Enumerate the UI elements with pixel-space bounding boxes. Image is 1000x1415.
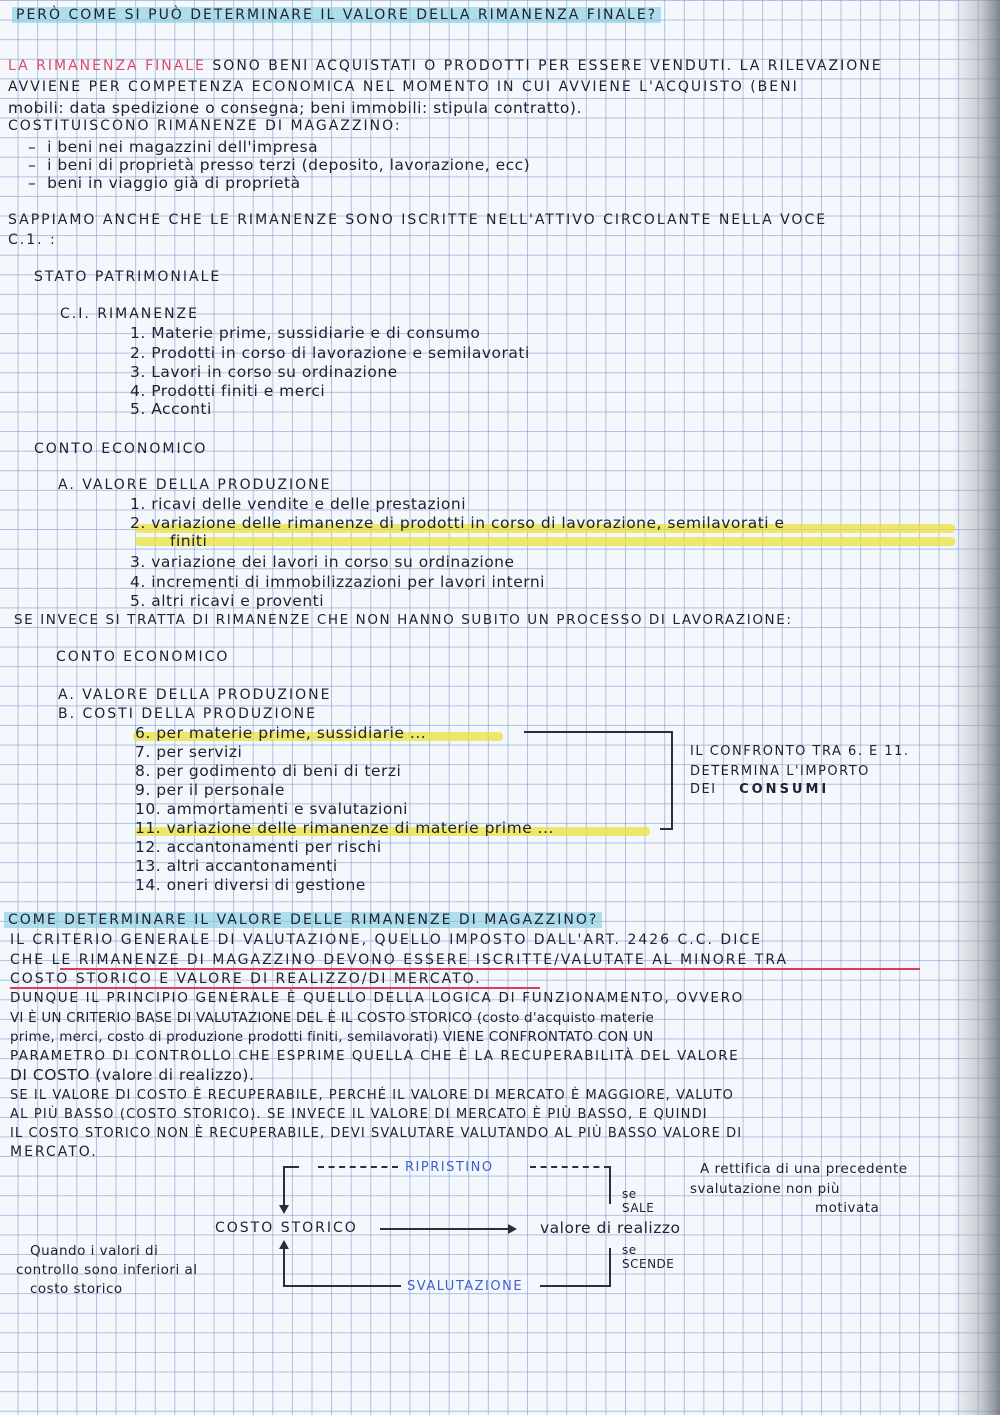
conto2-a: A. VALORE DELLA PRODUZIONE [58, 687, 332, 703]
intro-line-3: mobili: data spedizione o consegna; beni immobili: stipula contratto). [8, 99, 582, 117]
conto1-a: A. VALORE DELLA PRODUZIONE [58, 477, 332, 493]
consumi-note-3a: DEI [690, 782, 717, 797]
conto2-item-11: 11. variazione delle rimanenze di materie prime ... [135, 819, 554, 837]
stato-title: STATO PATRIMONIALE [34, 269, 222, 285]
intro-line-4: COSTITUISCONO RIMANENZE DI MAGAZZINO: [8, 118, 402, 134]
bullet-1: – i beni nei magazzini dell'impresa [28, 138, 319, 156]
stato-item-3: 3. Lavori in corso su ordinazione [130, 363, 398, 381]
diagram-right-top-line [609, 1166, 611, 1204]
conto2-item-14: 14. oneri diversi di gestione [135, 876, 366, 894]
intro-term: LA RIMANENZA FINALE [8, 58, 206, 74]
diagram-bottom-right-line [540, 1285, 610, 1287]
conto1-item-4: 4. incrementi di immobilizzazioni per lavori interni [130, 573, 545, 591]
page-title-text: PERÒ COME SI PUÒ DETERMINARE IL VALORE DELLA RIMANENZA FINALE? [12, 7, 661, 23]
left-note-3: costo storico [30, 1281, 123, 1297]
come-line-5: VI È UN CRITERIO BASE DI VALUTAZIONE DEL È IL COSTO STORICO (costo d'acquisto materie [10, 1010, 655, 1026]
bracket-bottom [660, 828, 673, 830]
page-edge-shadow [952, 0, 1000, 1415]
right-note-3: motivata [815, 1200, 880, 1216]
come-line-1: IL CRITERIO GENERALE DI VALUTAZIONE, QUELLO IMPOSTO DALL'ART. 2426 C.C. DICE [10, 932, 762, 948]
come-line-8: DI COSTO (valore di realizzo). [10, 1066, 255, 1084]
consumi-note-2: DETERMINA L'IMPORTO [690, 764, 870, 779]
come-line-6: prime, merci, costo di produzione prodotti finiti, semilavorati) VIENE CONFRONTATO CON UN [10, 1029, 654, 1045]
come-line-7: PARAMETRO DI CONTROLLO CHE ESPRIME QUELLA CHE È LA RECUPERABILITÀ DEL VALORE [10, 1048, 740, 1064]
intro-line-2: AVVIENE PER COMPETENZA ECONOMICA NEL MOMENTO IN CUI AVVIENE L'ACQUISTO (BENI [8, 79, 799, 95]
right-note-2: svalutazione non più [690, 1181, 840, 1197]
intro-line-1-text: SONO BENI ACQUISTATI O PRODOTTI PER ESSERE VENDUTI. LA RILEVAZIONE [212, 58, 883, 74]
diagram-main-arrow-line [380, 1228, 510, 1230]
se-scende-label: se SCENDE [622, 1243, 675, 1271]
costo-storico-label: COSTO STORICO [215, 1220, 358, 1236]
bracket-side [671, 731, 673, 829]
come-line-4: DUNQUE IL PRINCIPIO GENERALE È QUELLO DELLA LOGICA DI FUNZIONAMENTO, OVVERO [10, 990, 745, 1006]
conto2-item-10: 10. ammortamenti e svalutazioni [135, 800, 408, 818]
bracket-top [524, 731, 672, 733]
diagram-left-bottom-line [283, 1248, 285, 1286]
conto1-item-2b: finiti [170, 532, 208, 550]
conto1-title: CONTO ECONOMICO [34, 441, 208, 457]
consumi-note-1: IL CONFRONTO TRA 6. E 11. [690, 744, 910, 759]
come-line-9: SE IL VALORE DI COSTO È RECUPERABILE, PERCHÉ IL VALORE DI MERCATO È MAGGIORE, VALUTO [10, 1088, 734, 1103]
conto2-b: B. COSTI DELLA PRODUZIONE [58, 706, 317, 722]
section-title-come [4, 911, 602, 930]
conto2-item-12: 12. accantonamenti per rischi [135, 838, 382, 856]
ripristino-label: RIPRISTINO [405, 1160, 494, 1175]
conto2-item-6: 6. per materie prime, sussidiarie ... [135, 724, 427, 742]
sapp-line-1: SAPPIAMO ANCHE CHE LE RIMANENZE SONO ISCRITTE NELL'ATTIVO CIRCOLANTE NELLA VOCE [8, 212, 828, 228]
diagram-bottom-left-line [283, 1285, 401, 1287]
diagram-top-left-corner [283, 1166, 299, 1168]
conto1-item-2: 2. variazione delle rimanenze di prodotti in corso di lavorazione, semilavorati e [130, 514, 785, 532]
come-line-10: AL PIÙ BASSO (COSTO STORICO). SE INVECE IL VALORE DI MERCATO È PIÙ BASSO, E QUINDI [10, 1107, 708, 1122]
conto1-item-3: 3. variazione dei lavori in corso su ordinazione [130, 553, 515, 571]
conto2-item-8: 8. per godimento di beni di terzi [135, 762, 402, 780]
svalutazione-label: SVALUTAZIONE [407, 1279, 524, 1294]
diagram-top-dash-left [318, 1166, 398, 1168]
bullet-1-text: i beni nei magazzini dell'impresa [47, 138, 319, 156]
bullet-3: – beni in viaggio già di proprietà [28, 174, 301, 192]
conto1-item-5: 5. altri ricavi e proventi [130, 592, 325, 610]
stato-item-2: 2. Prodotti in corso di lavorazione e semilavorati [130, 344, 530, 362]
se-sale-label: se SALE [622, 1187, 655, 1215]
diagram-right-bottom-line [609, 1248, 611, 1287]
sapp-line-2: C.1. : [8, 232, 57, 248]
come-line-3: COSTO STORICO E VALORE DI REALIZZO/DI MERCATO. [10, 971, 482, 987]
left-note-1: Quando i valori di [30, 1243, 159, 1259]
stato-item-1: 1. Materie prime, sussidiarie e di consumo [130, 324, 481, 342]
bullet-2-text: i beni di proprietà presso terzi (deposito, lavorazione, ecc) [47, 156, 531, 174]
conto2-item-13: 13. altri accantonamenti [135, 857, 338, 875]
diagram-left-top-line [283, 1166, 285, 1208]
stato-item-5: 5. Acconti [130, 400, 212, 418]
bullet-3-text: beni in viaggio già di proprietà [47, 174, 301, 192]
section-title-come-text: COME DETERMINARE IL VALORE DELLE RIMANENZE DI MAGAZZINO? [4, 912, 602, 928]
stato-item-4: 4. Prodotti finiti e merci [130, 382, 326, 400]
right-note-1: A rettifica di una precedente [700, 1161, 908, 1177]
conto2-item-7: 7. per servizi [135, 743, 243, 761]
conto2-title: CONTO ECONOMICO [56, 649, 230, 665]
arrow-down-icon [279, 1205, 289, 1214]
consumi-note-3b: CONSUMI [739, 782, 830, 797]
arrow-right-icon [508, 1224, 517, 1234]
se-invece-line: SE INVECE SI TRATTA DI RIMANENZE CHE NON HANNO SUBITO UN PROCESSO DI LAVORAZIONE: [14, 612, 793, 628]
intro-line-1 [8, 57, 883, 76]
left-note-2: controllo sono inferiori al [16, 1262, 198, 1278]
come-line-12: MERCATO. [10, 1144, 98, 1160]
diagram-top-dash-right [530, 1166, 610, 1168]
page-title [12, 6, 661, 25]
bullet-2: – i beni di proprietà presso terzi (deposito, lavorazione, ecc) [28, 156, 531, 174]
conto1-item-1: 1. ricavi delle vendite e delle prestazioni [130, 495, 467, 513]
valore-realizzo-label: valore di realizzo [540, 1219, 681, 1237]
stato-c1: C.I. RIMANENZE [60, 306, 199, 322]
conto2-item-9: 9. per il personale [135, 781, 285, 799]
consumi-note-3 [690, 780, 829, 799]
highlight-variazione-2 [135, 537, 955, 546]
come-line-2: CHE LE RIMANENZE DI MAGAZZINO DEVONO ESSERE ISCRITTE/VALUTATE AL MINORE TRA [10, 952, 789, 968]
come-line-11: IL COSTO STORICO NON È RECUPERABILE, DEVI SVALUTARE VALUTANDO AL PIÙ BASSO VALORE DI [10, 1126, 743, 1141]
